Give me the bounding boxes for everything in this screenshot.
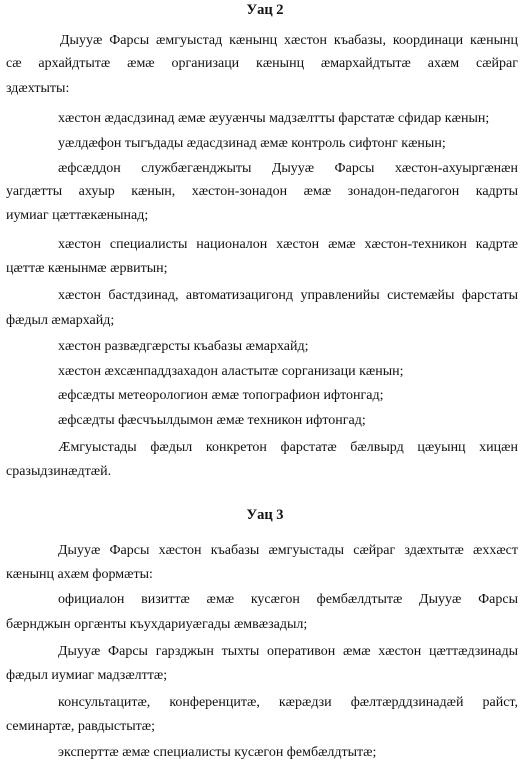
article-3-list-item-continuation: фæдыл иумиаг мадзæлттæ;	[6, 668, 168, 683]
article-2-paragraph-line: Дыууæ Фарсы æмгуыстад кæнынц хæстон къабазы, координаци кæнынц	[60, 33, 518, 48]
article-2-list-item: æфсæдты фæсчъылдымон æмæ техникон ифтонгад;	[58, 413, 366, 428]
article-2-list-item: хæстон специалисты националон хæстон æмæ хæстон-техникон кадртæ	[58, 237, 518, 252]
article-3-list-item-continuation: семинартæ, равдыстытæ;	[6, 719, 156, 734]
article-2-paragraph-line: сæ архайдтытæ æмæ организаци кæнынц æмархайдтытæ ахæм сæйраг	[6, 56, 518, 71]
article-2-list-item: хæстон бастдзинад, автоматизацигонд управленийы системæйы фарстаты	[58, 288, 518, 303]
article-2-list-item-continuation: уагдæтты ахуыр кæнын, хæстон-зонадон æмæ зонадон-педагогон кадрты	[6, 184, 518, 199]
article-2-list-item-continuation: цæттæ кæнынмæ æрвитын;	[6, 261, 168, 276]
article-3-heading: Уац 3	[246, 507, 284, 523]
article-3-paragraph-line: Дыууæ Фарсы хæстон къабазы æмгуыстады сæйраг здæхтытæ æххæст	[58, 543, 518, 558]
article-2-list-item-continuation: иумиаг цæттæкæнынад;	[6, 208, 149, 223]
article-3-list-item: эксперттæ æмæ специалисты кусæгон фембæлдтытæ;	[58, 745, 377, 760]
article-3-list-item: официалон визиттæ æмæ кусæгон фембæлдтытæ Дыууæ Фарсы	[58, 592, 518, 607]
article-2-list-item-continuation: фæдыл æмархайд;	[6, 313, 115, 328]
article-2-list-item: уæлдæфон тыгъдады æдасдзинад æмæ контроль сифтонг кæнын;	[58, 136, 446, 151]
article-3-list-item: Дыууæ Фарсы гарзджын тыхты оперативон æмæ хæстон цæттæдзинады	[58, 644, 518, 659]
article-3-paragraph-line: кæнынц ахæм формæты:	[6, 567, 153, 582]
article-2-list-item: хæстон развæдгæрсты къабазы æмархайд;	[58, 339, 309, 354]
article-2-paragraph-line: здæхтыты:	[6, 81, 70, 96]
article-2-closing-line: сразыдзинæдтæй.	[6, 464, 112, 479]
article-2-list-item: хæстон æхсæнпаддзахадон аластытæ сорганизаци кæнын;	[58, 364, 404, 379]
article-2-list-item: æфсæддон службæгæнджыты Дыууæ Фарсы хæстон-ахуыргæнæн	[58, 161, 518, 176]
article-2-heading: Уац 2	[246, 2, 284, 18]
article-3-list-item: консультацитæ, конференцитæ, кæрæдзи фæлтæрддзинадæй райст,	[58, 695, 518, 710]
article-2-list-item: æфсæдты метеорологион æмæ топографион ифтонгад;	[58, 388, 384, 403]
article-2-closing-line: Æмгуыстады фæдыл конкретон фарстатæ бæлвырд цæуынц хицæн	[58, 440, 518, 455]
article-2-list-item: хæстон æдасдзинад æмæ æууæнчы мадзæлтты фарстатæ сфидар кæнын;	[58, 111, 490, 126]
article-3-list-item-continuation: бæрнджын оргæнты къухдариуæгады æмвæзадыл;	[6, 617, 308, 632]
